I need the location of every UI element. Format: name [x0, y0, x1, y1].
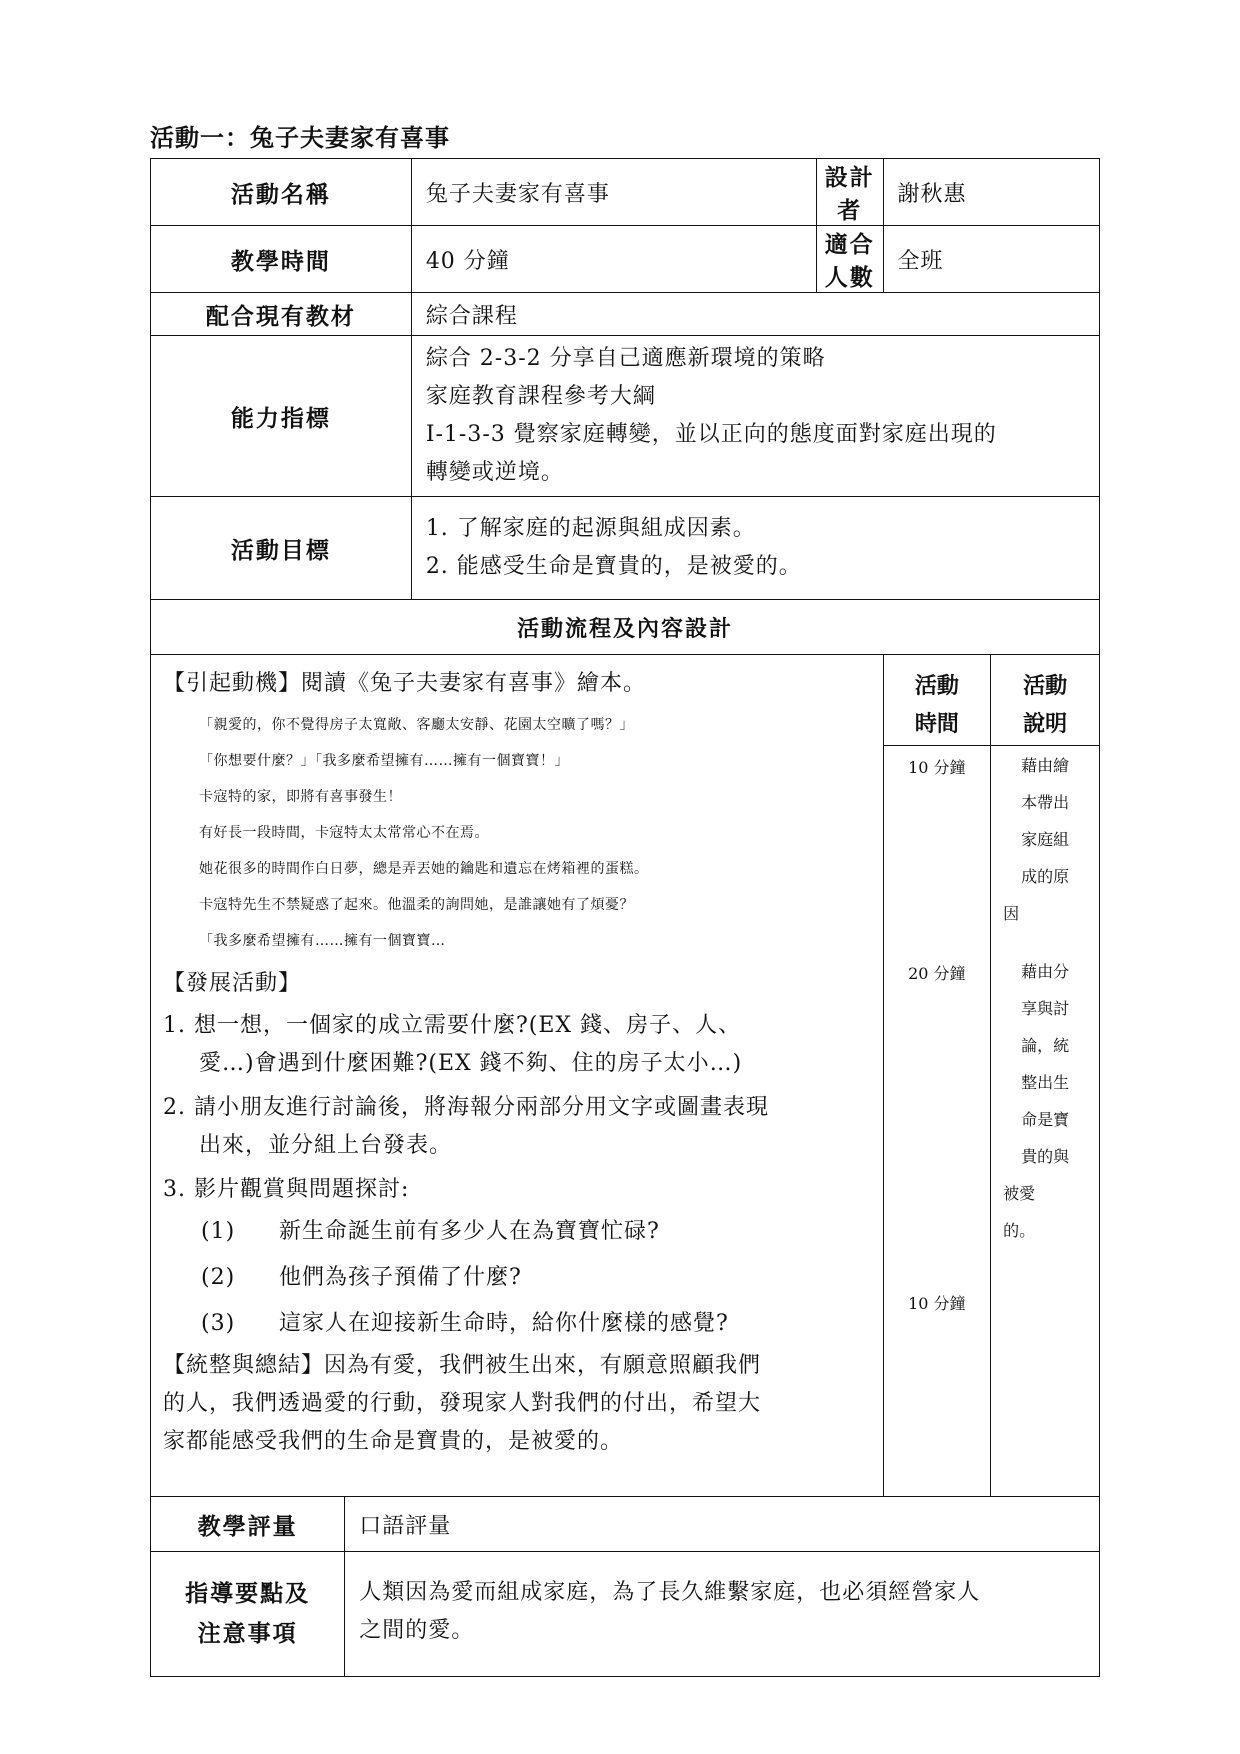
description-header-line: 活動 — [1023, 673, 1068, 699]
description-line: 被愛 — [1003, 1184, 1036, 1203]
development-item-line: 出來，並分組上台發表。 — [199, 1133, 453, 1158]
question-text: 新生命誕生前有多少人在為寶寶忙碌? — [279, 1219, 660, 1244]
description-line: 貴的與 — [1021, 1147, 1070, 1166]
description-line: 命是寶 — [1021, 1110, 1070, 1129]
discussion-question — [163, 1209, 873, 1255]
flow-heading-row — [151, 600, 1100, 655]
time-header-text — [884, 655, 991, 743]
goal-line: 2. 能感受生命是寶貴的，是被愛的。 — [425, 554, 802, 579]
motivation-heading: 【引起動機】閱讀《兔子夫妻家有喜事》繪本。 — [163, 671, 647, 696]
summary-line: 的人，我們透過愛的行動，發現家人對我們的付出，希望大 — [163, 1391, 762, 1416]
description-block-2 — [991, 953, 1099, 1249]
story-quote: 卡寇特的家，即將有喜事發生！ — [199, 789, 402, 805]
time-row — [151, 226, 1100, 293]
development-item — [163, 1089, 873, 1165]
description-line: 因 — [1003, 904, 1020, 923]
description-line: 本帶出 — [1021, 793, 1070, 812]
designer-label: 設計者 — [816, 159, 883, 226]
designer-value: 謝秋惠 — [883, 159, 1099, 226]
ability-label: 能力指標 — [151, 336, 412, 497]
description-line: 整出生 — [1021, 1073, 1070, 1092]
question-text: 這家人在迎接新生命時，給你什麼樣的感覺? — [279, 1311, 729, 1336]
development-item-line: 愛…)會遇到什麼困難?(EX 錢不夠、住的房子太小…) — [199, 1051, 743, 1076]
story-quote: 有好長一段時間，卡寇特太太常常心不在焉。 — [199, 825, 489, 841]
document-title: 活動一：兔子夫妻家有喜事 — [150, 123, 450, 152]
description-line: 論，統 — [1021, 1036, 1070, 1055]
description-column — [991, 655, 1100, 1497]
story-quote: 「我多麼希望擁有……擁有一個寶寶… — [199, 933, 446, 949]
discussion-question — [163, 1301, 873, 1347]
question-text: 他們為孩子預備了什麼? — [279, 1265, 522, 1290]
ability-row — [151, 336, 1100, 497]
story-quote: 「你想要什麼？」「我多麼希望擁有……擁有一個寶寶！」 — [199, 753, 569, 769]
ability-content — [411, 336, 1099, 497]
development-item-line: 3. 影片觀賞與問題探討: — [163, 1177, 410, 1202]
material-value: 綜合課程 — [411, 293, 1099, 336]
story-quote: 她花很多的時間作白日夢，總是弄丟她的鑰匙和遺忘在烤箱裡的蛋糕。 — [199, 861, 649, 877]
lesson-plan-table — [150, 158, 1100, 1677]
evaluation-value: 口語評量 — [345, 1497, 1100, 1552]
summary-line: 家都能感受我們的生命是寶貴的，是被愛的。 — [163, 1429, 624, 1454]
flow-heading: 活動流程及內容設計 — [151, 600, 1100, 655]
development-item-line: 2. 請小朋友進行討論後，將海報分兩部分用文字或圖畫表現 — [163, 1095, 769, 1120]
evaluation-label: 教學評量 — [151, 1497, 345, 1552]
teaching-time-label: 教學時間 — [151, 226, 412, 293]
development-heading: 【發展活動】 — [163, 971, 302, 996]
description-line: 的。 — [1003, 1221, 1036, 1240]
question-number: (2) — [201, 1265, 236, 1290]
flow-content-row — [151, 655, 1100, 1497]
activity-name-row — [151, 159, 1100, 226]
description-line: 家庭組 — [1021, 830, 1070, 849]
flow-content — [151, 655, 884, 1497]
activity-name-label: 活動名稱 — [151, 159, 412, 226]
description-header-text — [991, 655, 1099, 743]
goal-label: 活動目標 — [151, 497, 412, 600]
question-number: (1) — [201, 1219, 236, 1244]
development-item-line: 1. 想一想，一個家的成立需要什麼?(EX 錢、房子、人、 — [163, 1013, 742, 1038]
summary-line: 【統整與總結】因為有愛，我們被生出來，有願意照顧我們 — [163, 1353, 762, 1378]
notes-row — [151, 1552, 1100, 1677]
time-column — [883, 655, 991, 1497]
goal-line: 1. 了解家庭的起源與組成因素。 — [425, 516, 756, 541]
goal-content — [411, 497, 1099, 600]
time-entry: 10 分鐘 — [908, 758, 966, 777]
audience-label: 適合人數 — [816, 226, 883, 293]
description-header-line: 說明 — [1023, 711, 1068, 737]
time-header-line: 時間 — [914, 711, 959, 737]
teaching-time-value: 40 分鐘 — [411, 226, 816, 293]
evaluation-row — [151, 1497, 1100, 1552]
development-item — [163, 1171, 873, 1209]
notes-label-line: 指導要點及 — [185, 1580, 311, 1607]
notes-label-line: 注意事項 — [197, 1620, 298, 1647]
ability-line: 轉變或逆境。 — [425, 460, 564, 485]
time-header-line: 活動 — [914, 673, 959, 699]
goal-row — [151, 497, 1100, 600]
description-line: 藉由分 — [1021, 962, 1070, 981]
description-line: 成的原 — [1021, 867, 1070, 886]
story-quote: 卡寇特先生不禁疑惑了起來。他溫柔的詢問她，是誰讓她有了煩憂？ — [199, 897, 634, 913]
question-number: (3) — [201, 1311, 236, 1336]
material-label: 配合現有教材 — [151, 293, 412, 336]
ability-line: 綜合 2-3-2 分享自己適應新環境的策略 — [425, 346, 826, 371]
discussion-question — [163, 1255, 873, 1301]
audience-value: 全班 — [883, 226, 1099, 293]
activity-name-value: 兔子夫妻家有喜事 — [411, 159, 816, 226]
notes-line: 人類因為愛而組成家庭，為了長久維繫家庭，也必須經營家人 — [359, 1580, 981, 1605]
notes-label — [151, 1552, 345, 1677]
material-row — [151, 293, 1100, 336]
ability-line: 家庭教育課程參考大綱 — [425, 384, 656, 409]
description-line: 藉由繪 — [1021, 756, 1070, 775]
development-item — [163, 1007, 873, 1083]
ability-line: Ⅰ-1-3-3 覺察家庭轉變，並以正向的態度面對家庭出現的 — [425, 422, 997, 447]
notes-content — [345, 1552, 1100, 1677]
description-block-1 — [991, 747, 1099, 932]
time-entry: 20 分鐘 — [908, 964, 966, 983]
description-line: 享與討 — [1021, 999, 1070, 1018]
description-column-header — [991, 655, 1099, 746]
story-quote: 「親愛的，你不覺得房子太寬敞、客廳太安靜、花園太空曠了嗎？」 — [199, 717, 634, 733]
time-entry: 10 分鐘 — [908, 1294, 966, 1313]
notes-line: 之間的愛。 — [359, 1618, 475, 1643]
time-column-header — [884, 655, 991, 746]
